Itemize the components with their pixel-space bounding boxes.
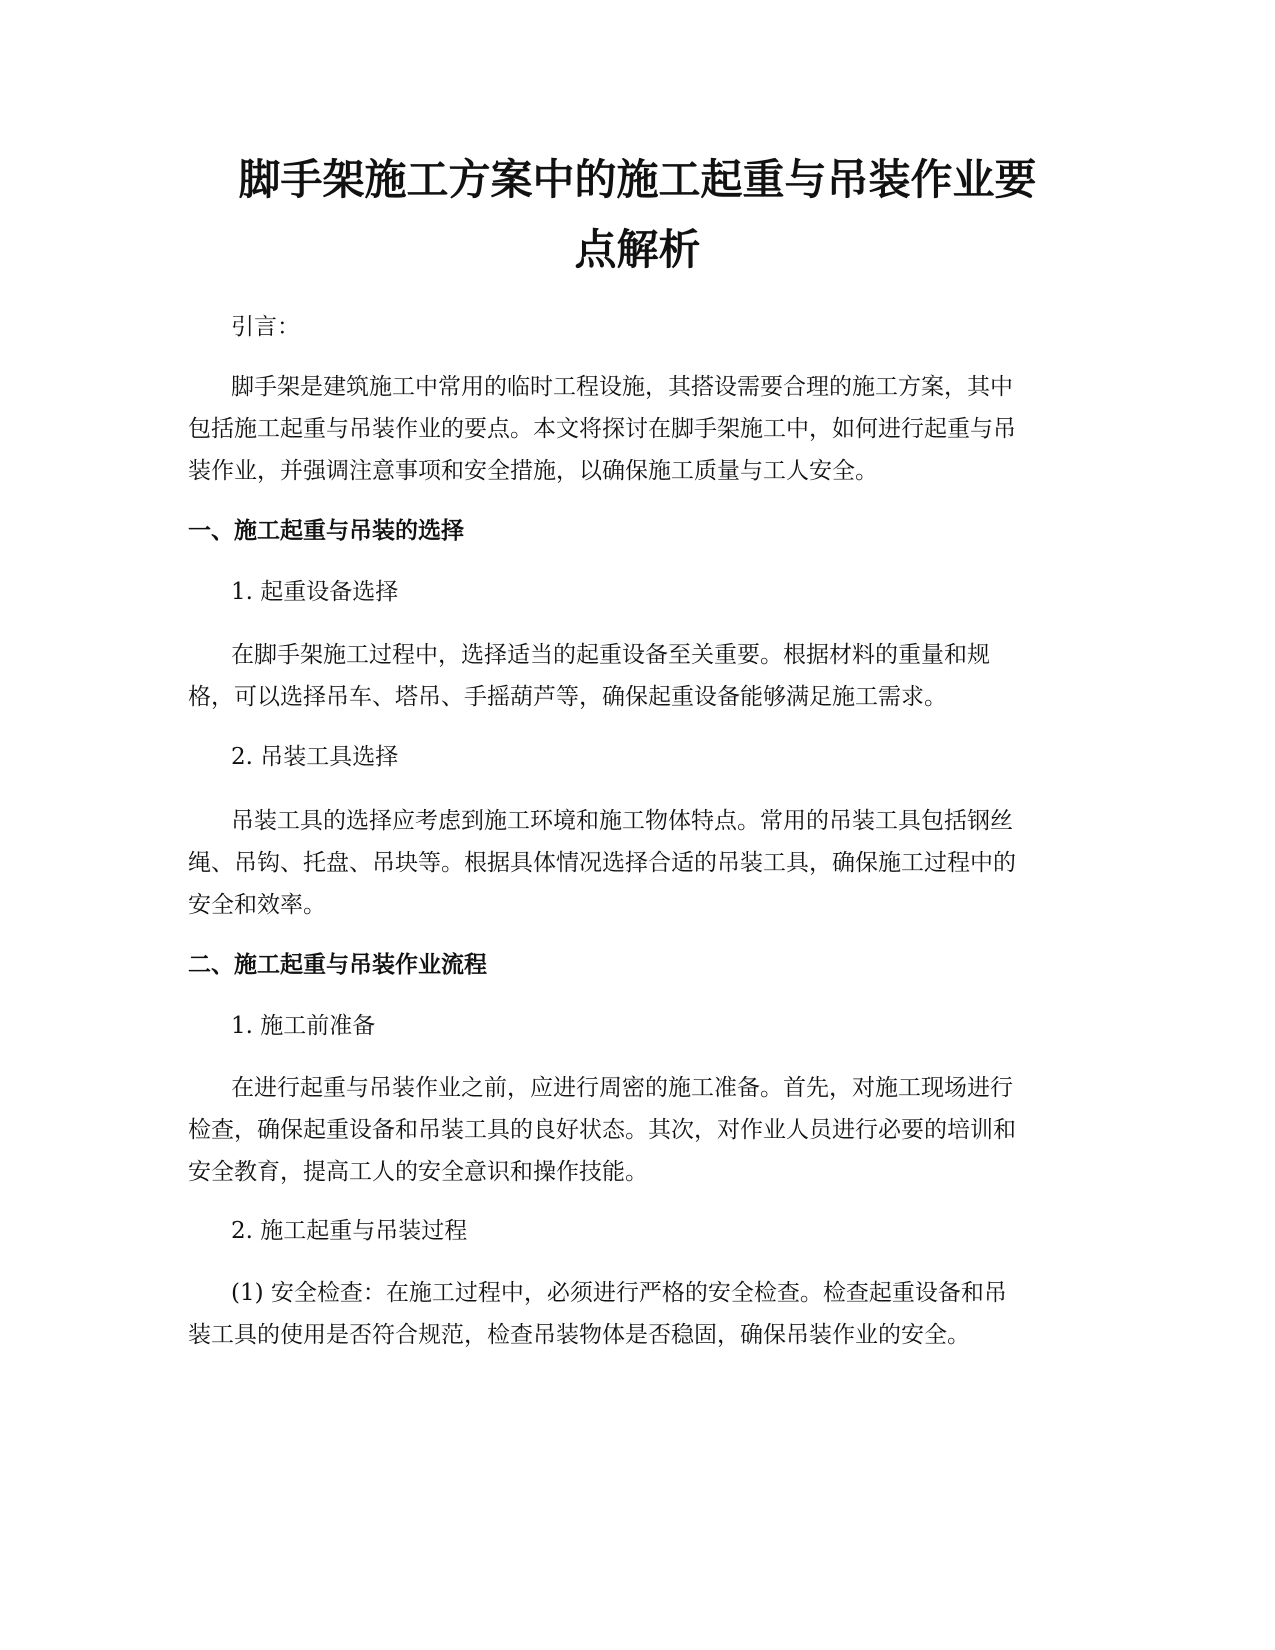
paragraph-line: 装作业，并强调注意事项和安全措施，以确保施工质量与工人安全。	[188, 458, 878, 484]
document-title	[150, 145, 1125, 285]
section-2-item-1-paragraph	[188, 1067, 1088, 1193]
paragraph-line: 检查，确保起重设备和吊装工具的良好状态。其次，对作业人员进行必要的培训和	[188, 1117, 1016, 1143]
section-2-item-2-paragraph	[188, 1272, 1088, 1356]
section-1-item-1-paragraph	[188, 634, 1088, 718]
paragraph-line: 脚手架是建筑施工中常用的临时工程设施，其搭设需要合理的施工方案，其中	[231, 374, 1013, 400]
paragraph-line: 格，可以选择吊车、塔吊、手摇葫芦等，确保起重设备能够满足施工需求。	[188, 684, 947, 710]
section-2-item-2-title: 2. 施工起重与吊装过程	[231, 1218, 468, 1244]
paragraph-line: 在进行起重与吊装作业之前，应进行周密的施工准备。首先，对施工现场进行	[231, 1075, 1013, 1101]
section-1-item-1-title: 1. 起重设备选择	[231, 579, 399, 605]
paragraph-line: 在脚手架施工过程中，选择适当的起重设备至关重要。根据材料的重量和规	[231, 642, 990, 668]
intro-paragraph	[188, 366, 1088, 492]
section-1-item-2-paragraph	[188, 800, 1088, 926]
paragraph-line: 装工具的使用是否符合规范，检查吊装物体是否稳固，确保吊装作业的安全。	[188, 1322, 970, 1348]
paragraph-line: 安全教育，提高工人的安全意识和操作技能。	[188, 1159, 648, 1185]
section-1-heading: 一、施工起重与吊装的选择	[188, 518, 464, 544]
paragraph-line: 包括施工起重与吊装作业的要点。本文将探讨在脚手架施工中，如何进行起重与吊	[188, 416, 1016, 442]
section-1-item-2-title: 2. 吊装工具选择	[231, 744, 399, 770]
paragraph-line: (1) 安全检查：在施工过程中，必须进行严格的安全检查。检查起重设备和吊	[231, 1280, 1007, 1306]
title-line-2: 点解析	[574, 225, 701, 274]
paragraph-line: 安全和效率。	[188, 892, 326, 918]
paragraph-line: 绳、吊钩、托盘、吊块等。根据具体情况选择合适的吊装工具，确保施工过程中的	[188, 850, 1016, 876]
title-line-1: 脚手架施工方案中的施工起重与吊装作业要	[238, 155, 1037, 204]
section-2-heading: 二、施工起重与吊装作业流程	[188, 952, 487, 978]
section-2-item-1-title: 1. 施工前准备	[231, 1013, 376, 1039]
paragraph-line: 吊装工具的选择应考虑到施工环境和施工物体特点。常用的吊装工具包括钢丝	[231, 808, 1013, 834]
intro-label: 引言：	[231, 314, 300, 340]
